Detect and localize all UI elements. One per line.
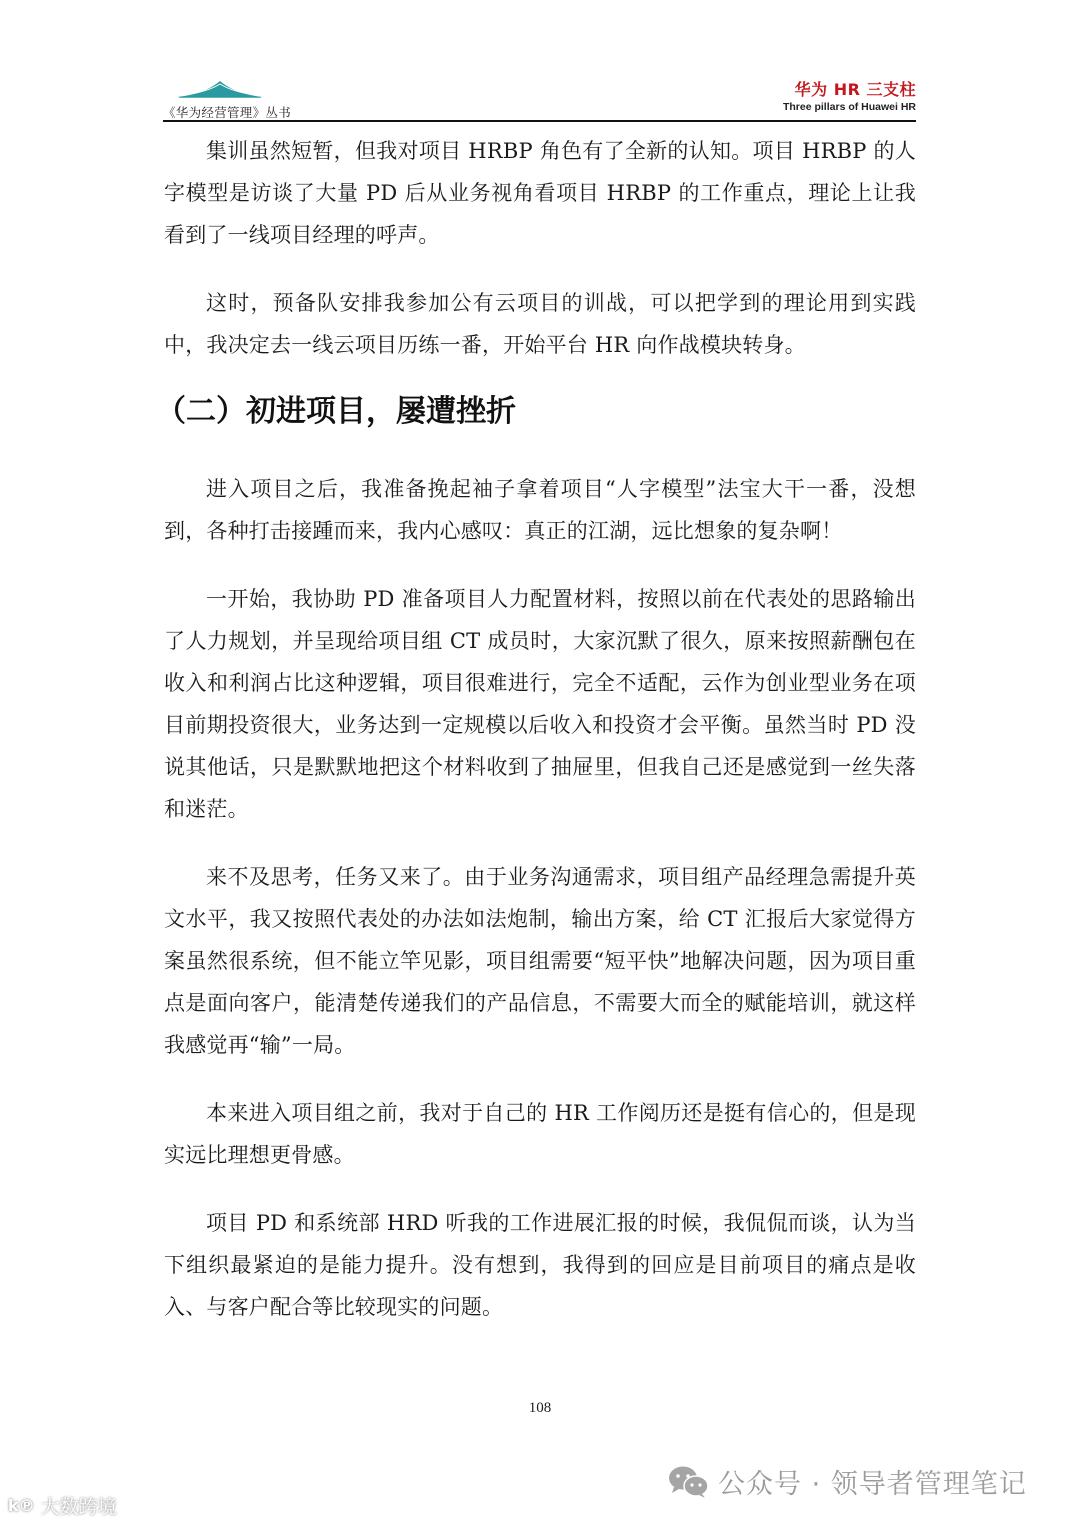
brand-block	[783, 80, 916, 114]
paragraph: 项目 PD 和系统部 HRD 听我的工作进展汇报的时候，我侃侃而谈，认为当下组织最紧迫的是能力提升。没有想到，我得到的回应是目前项目的痛点是收入、与客户配合等比较现实的问题。	[164, 1211, 916, 1319]
page-header	[163, 70, 916, 122]
page-number: 108	[528, 1400, 552, 1416]
brand-watermark	[8, 1492, 117, 1519]
mountain-logo-icon	[175, 78, 265, 98]
brand-title-en: Three pillars of Huawei HR	[782, 101, 916, 113]
brand-watermark-text: 大数跨境	[40, 1496, 117, 1518]
paragraph: 来不及思考，任务又来了。由于业务沟通需求，项目组产品经理急需提升英文水平，我又按照代表处的办法如法炮制，输出方案，给 CT 汇报后大家觉得方案虽然很系统，但不能立竿见影，项目组需要“短平快”地解决问题，因为项目重点是面向客户，能清楚传递我们的产品信息，不需要大而全的赋能培训，就这样我感觉再“输”一局。	[164, 865, 916, 1057]
wechat-account-text: 公众号 · 领导者管理笔记	[718, 1469, 1027, 1500]
brand-title-cn: 华为 HR 三支柱	[794, 80, 916, 99]
paragraph: 进入项目之后，我准备挽起袖子拿着项目“人字模型”法宝大干一番，没想到，各种打击接踵而来，我内心感叹：真正的江湖，远比想象的复杂啊！	[164, 477, 916, 543]
page-content	[156, 130, 916, 1354]
section-heading: （二）初进项目，屡遭挫折	[156, 394, 516, 429]
paragraph: 本来进入项目组之前，我对于自己的 HR 工作阅历还是挺有信心的，但是现实远比理想更骨感。	[164, 1101, 916, 1167]
wechat-icon	[668, 1465, 710, 1499]
paragraph: 一开始，我协助 PD 准备项目人力配置材料，按照以前在代表处的思路输出了人力规划，并呈现给项目组 CT 成员时，大家沉默了很久，原来按照薪酬包在收入和利润占比这种逻辑，项目很难进行，完全不适配，云作为创业型业务在项目前期投资很大，业务达到一定规模以后收入和投资才会平衡。虽然当时 PD 没说其他话，只是默默地把这个材料收到了抽屉里，但我自己还是感觉到一丝失落和迷茫。	[164, 587, 916, 821]
header-divider	[163, 120, 916, 122]
paragraph: 这时，预备队安排我参加公有云项目的训战，可以把学到的理论用到实践中，我决定去一线云项目历练一番，开始平台 HR 向作战模块转身。	[164, 291, 916, 357]
book-series-title: 《华为经营管理》丛书	[163, 105, 292, 120]
brand-mark-icon: k℗	[8, 1496, 35, 1515]
wechat-watermark	[668, 1462, 1027, 1501]
paragraph: 集训虽然短暂，但我对项目 HRBP 角色有了全新的认知。项目 HRBP 的人字模型是访谈了大量 PD 后从业务视角看项目 HRBP 的工作重点，理论上让我看到了一线项目经理的呼声。	[164, 139, 916, 247]
